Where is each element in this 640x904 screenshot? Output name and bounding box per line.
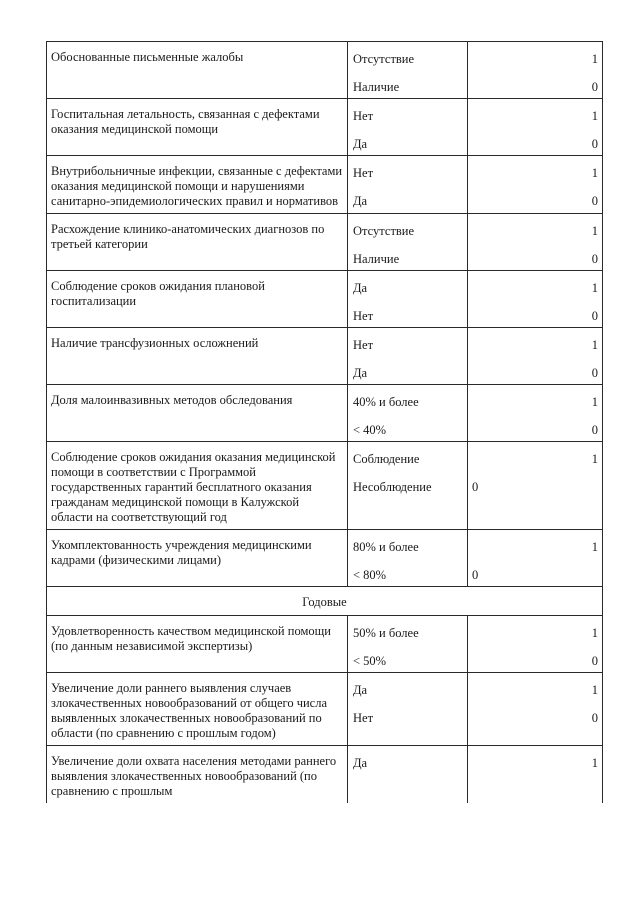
score-cell (468, 271, 603, 328)
score-value: 0 (591, 309, 598, 323)
score-cell (468, 530, 603, 587)
option-cell (348, 214, 468, 271)
option-label: Да (353, 281, 368, 295)
table-row (47, 42, 603, 99)
option-label: < 50% (353, 654, 387, 668)
score-cell (468, 99, 603, 156)
option-label: Нет (353, 338, 374, 352)
table-row (47, 156, 603, 214)
criterion-cell: Удовлетворенность качеством медицинской помощи (по данным независимой экспертизы) (47, 616, 348, 673)
score-cell (468, 746, 603, 804)
option-label: Отсутствие (353, 224, 415, 238)
option-label: Нет (353, 711, 374, 725)
option-cell (348, 156, 468, 214)
score-value: 0 (591, 711, 598, 725)
score-value: 1 (591, 683, 598, 697)
criterion-cell: Соблюдение сроков ожидания плановой госпитализации (47, 271, 348, 328)
score-cell (468, 385, 603, 442)
option-cell (348, 385, 468, 442)
score-value: 0 (591, 252, 598, 266)
criterion-cell: Госпитальная летальность, связанная с дефектами оказания медицинской помощи (47, 99, 348, 156)
option-label: Да (353, 683, 368, 697)
table-row (47, 530, 603, 587)
option-cell (348, 442, 468, 530)
criterion-cell: Соблюдение сроков ожидания оказания медицинской помощи в соответствии с Программой государственных гарантий бесплатного оказания гражданам медицинской помощи в Калужской области на соответствующий год (47, 442, 348, 530)
option-cell (348, 328, 468, 385)
option-label: Наличие (353, 80, 400, 94)
option-label: Да (353, 194, 368, 208)
option-cell (348, 271, 468, 328)
score-value: 0 (472, 568, 479, 582)
option-cell (348, 42, 468, 99)
score-cell (468, 42, 603, 99)
option-label: 50% и более (353, 626, 419, 640)
section-title: Годовые (47, 587, 603, 616)
criterion-cell: Укомплектованность учреждения медицинскими кадрами (физическими лицами) (47, 530, 348, 587)
score-value: 1 (591, 338, 598, 352)
table-row (47, 99, 603, 156)
score-value: 1 (591, 452, 598, 466)
option-label: Да (353, 756, 368, 770)
option-label: Да (353, 137, 368, 151)
score-value: 0 (591, 366, 598, 380)
option-label: Нет (353, 166, 374, 180)
option-cell (348, 673, 468, 746)
criterion-cell: Увеличение доли охвата населения методами раннего выявления злокачественных новообразований (по сравнению с прошлым (47, 746, 348, 804)
option-label: < 80% (353, 568, 387, 582)
table-row (47, 271, 603, 328)
option-label: Отсутствие (353, 52, 415, 66)
criterion-cell: Увеличение доли раннего выявления случаев злокачественных новообразований от общего числа выявленных злокачественных новообразований по области (по сравнению с прошлым годом) (47, 673, 348, 746)
option-label: 80% и более (353, 540, 419, 554)
score-value: 1 (591, 281, 598, 295)
score-value: 1 (591, 52, 598, 66)
option-label: Нет (353, 109, 374, 123)
option-cell (348, 99, 468, 156)
table-row (47, 616, 603, 673)
option-label: < 40% (353, 423, 387, 437)
score-value: 1 (591, 109, 598, 123)
table-row (47, 442, 603, 530)
score-value: 1 (591, 224, 598, 238)
score-cell (468, 616, 603, 673)
criterion-cell: Внутрибольничные инфекции, связанные с дефектами оказания медицинской помощи и нарушениями санитарно-эпидемиологических правил и нормативов (47, 156, 348, 214)
option-cell (348, 746, 468, 804)
score-value: 1 (591, 626, 598, 640)
criterion-cell: Обоснованные письменные жалобы (47, 42, 348, 99)
score-value: 0 (591, 80, 598, 94)
table-row (47, 385, 603, 442)
option-label: 40% и более (353, 395, 419, 409)
score-cell (468, 214, 603, 271)
option-label: Наличие (353, 252, 400, 266)
option-label: Да (353, 366, 368, 380)
option-cell (348, 530, 468, 587)
option-cell (348, 616, 468, 673)
criterion-cell: Доля малоинвазивных методов обследования (47, 385, 348, 442)
criterion-cell: Наличие трансфузионных осложнений (47, 328, 348, 385)
criteria-table (46, 41, 603, 803)
score-value: 1 (591, 756, 598, 770)
table-row (47, 746, 603, 804)
option-label: Соблюдение (353, 452, 420, 466)
score-value: 0 (591, 423, 598, 437)
section-row (47, 587, 603, 616)
score-value: 0 (472, 480, 479, 494)
score-cell (468, 328, 603, 385)
table-row (47, 673, 603, 746)
criterion-cell: Расхождение клинико-анатомических диагнозов по третьей категории (47, 214, 348, 271)
table-row (47, 214, 603, 271)
option-label: Нет (353, 309, 374, 323)
option-label: Несоблюдение (353, 480, 432, 494)
score-value: 1 (591, 166, 598, 180)
score-value: 1 (591, 395, 598, 409)
score-cell (468, 442, 603, 530)
score-cell (468, 156, 603, 214)
score-cell (468, 673, 603, 746)
score-value: 0 (591, 137, 598, 151)
score-value: 1 (591, 540, 598, 554)
score-value: 0 (591, 194, 598, 208)
table-row (47, 328, 603, 385)
score-value: 0 (591, 654, 598, 668)
